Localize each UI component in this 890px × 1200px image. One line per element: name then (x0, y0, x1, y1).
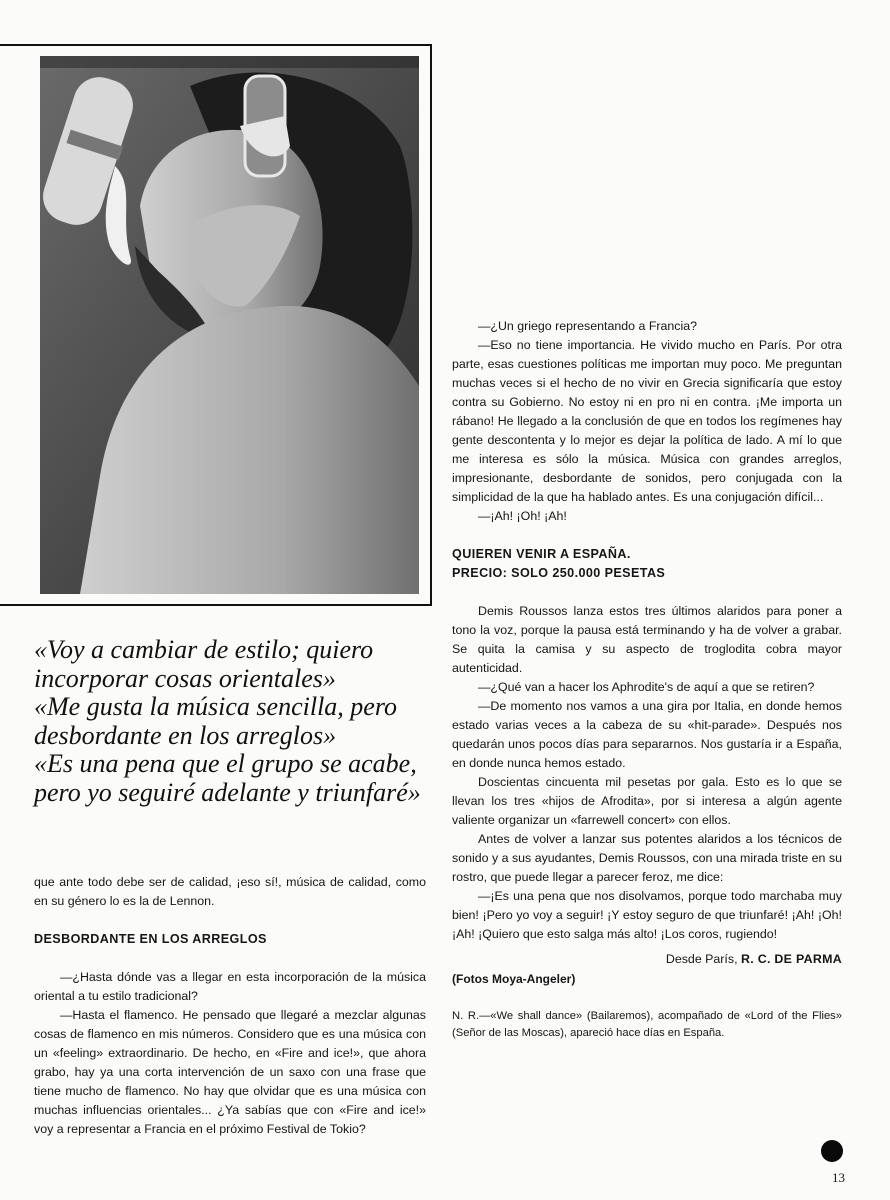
editor-note (452, 1008, 842, 1042)
right-article-column (452, 317, 842, 1042)
pull-quote-line: «Voy a cambiar de estilo; quiero incorporar cosas orientales» (34, 635, 374, 693)
section-heading-line: QUIEREN VENIR A ESPAÑA. (452, 547, 631, 561)
paragraph: —¿Hasta dónde vas a llegar en esta incorporación de la música oriental a tu estilo tradicional? (34, 970, 426, 1003)
paragraph: que ante todo debe ser de calidad, ¡eso sí!, música de calidad, como en su género lo es la de Lennon. (34, 875, 426, 908)
photo-frame-bottom (0, 604, 432, 606)
singer-photo (40, 56, 419, 594)
paragraph: —¡Es una pena que nos disolvamos, porque todo marchaba muy bien! ¡Pero yo voy a seguir! ¡Y estoy seguro de que triunfaré! ¡Ah! ¡Oh! ¡Ah! ¡Quiero que esto salga más alto! ¡Los coros, rugiendo! (452, 889, 842, 941)
paragraph: —¡Ah! ¡Oh! ¡Ah! (478, 509, 567, 523)
pull-quote (34, 636, 424, 808)
end-mark-dot (821, 1140, 843, 1162)
paragraph: Antes de volver a lanzar sus potentes alaridos a los técnicos de sonido y a sus ayudantes, Demis Roussos, con una mirada triste en su rostro, que puede llegar a parecer feroz, me dice: (452, 832, 842, 884)
paragraph: —¿Un griego representando a Francia? (478, 319, 698, 333)
editor-note-text: N. R.—«We shall dance» (Bailaremos), acompañado de «Lord of the Flies» (Señor de las Moscas), apareció hace días en España. (452, 1010, 842, 1039)
paragraph: —¿Qué van a hacer los Aphrodite's de aquí a que se retiren? (478, 680, 815, 694)
photo-frame-top (0, 44, 432, 46)
byline-author: R. C. DE PARMA (740, 952, 842, 966)
paragraph: —Eso no tiene importancia. He vivido mucho en París. Por otra parte, esas cuestiones políticas me importan muy poco. Me preguntan muchas veces si el hecho de no vivir en Grecia significaría que estoy contra su Gobierno. No estoy ni en pro ni en contra. ¡Me importa un rábano! He llegado a la conclusión de que en todos los regímenes hay gente descontenta y lo mejor es dejar la política de lado. A mí lo que me interesa es sólo la música. Música con grandes arreglos, impresionante, desbordante de sonidos, pero conjugada con la simplicidad de la que ha hablado antes. Es una conjugación difícil... (452, 338, 842, 504)
photo-credit: (Fotos Moya-Angeler) (452, 972, 576, 986)
section-heading: DESBORDANTE EN LOS ARREGLOS (34, 932, 267, 946)
page-number: 13 (832, 1170, 845, 1185)
pull-quote-line: «Me gusta la música sencilla, pero desbordante en los arreglos» (34, 692, 397, 750)
paragraph: —De momento nos vamos a una gira por Italia, en donde hemos estado varias veces a la cabeza de su «hit-parade». Después nos quedarán unos pocos días para separarnos. Nos gustaría ir a España, en donde nunca hemos estado. (452, 699, 842, 770)
byline-place: Desde París, (665, 952, 738, 966)
section-heading (452, 545, 842, 583)
pull-quote-line: «Es una pena que el grupo se acabe, pero yo seguiré adelante y triunfaré» (34, 749, 421, 807)
photo-frame-right (430, 44, 432, 606)
section-heading-line: PRECIO: SOLO 250.000 PESETAS (452, 566, 666, 580)
left-article-column (34, 873, 426, 1139)
paragraph: —Hasta el flamenco. He pensado que llegaré a mezclar algunas cosas de flamenco en mis números. Considero que es una música con un «feeling» extraordinario. De hecho, en «Fire and ice!», que ahora grabo, hay ya una corta intervención de un saxo con una frase que tiene mucho de flamenco. No hay que olvidar que es una música con muchas influencias orientales... ¿Ya sabías que con «Fire and ice!» voy a representar a Francia en el próximo Festival de Tokio? (34, 1008, 426, 1136)
paragraph: Doscientas cincuenta mil pesetas por gala. Esto es lo que se llevan los tres «hijos de Afrodita», por si interesa a algún agente valiente organizar un «farrewell concert» con ellos. (452, 775, 842, 827)
byline (452, 950, 842, 969)
paragraph: Demis Roussos lanza estos tres últimos alaridos para poner a tono la voz, porque la pausa está terminando y ha de volver a grabar. Se quita la camisa y su aspecto de troglodita cobra mayor autenticidad. (452, 604, 842, 675)
